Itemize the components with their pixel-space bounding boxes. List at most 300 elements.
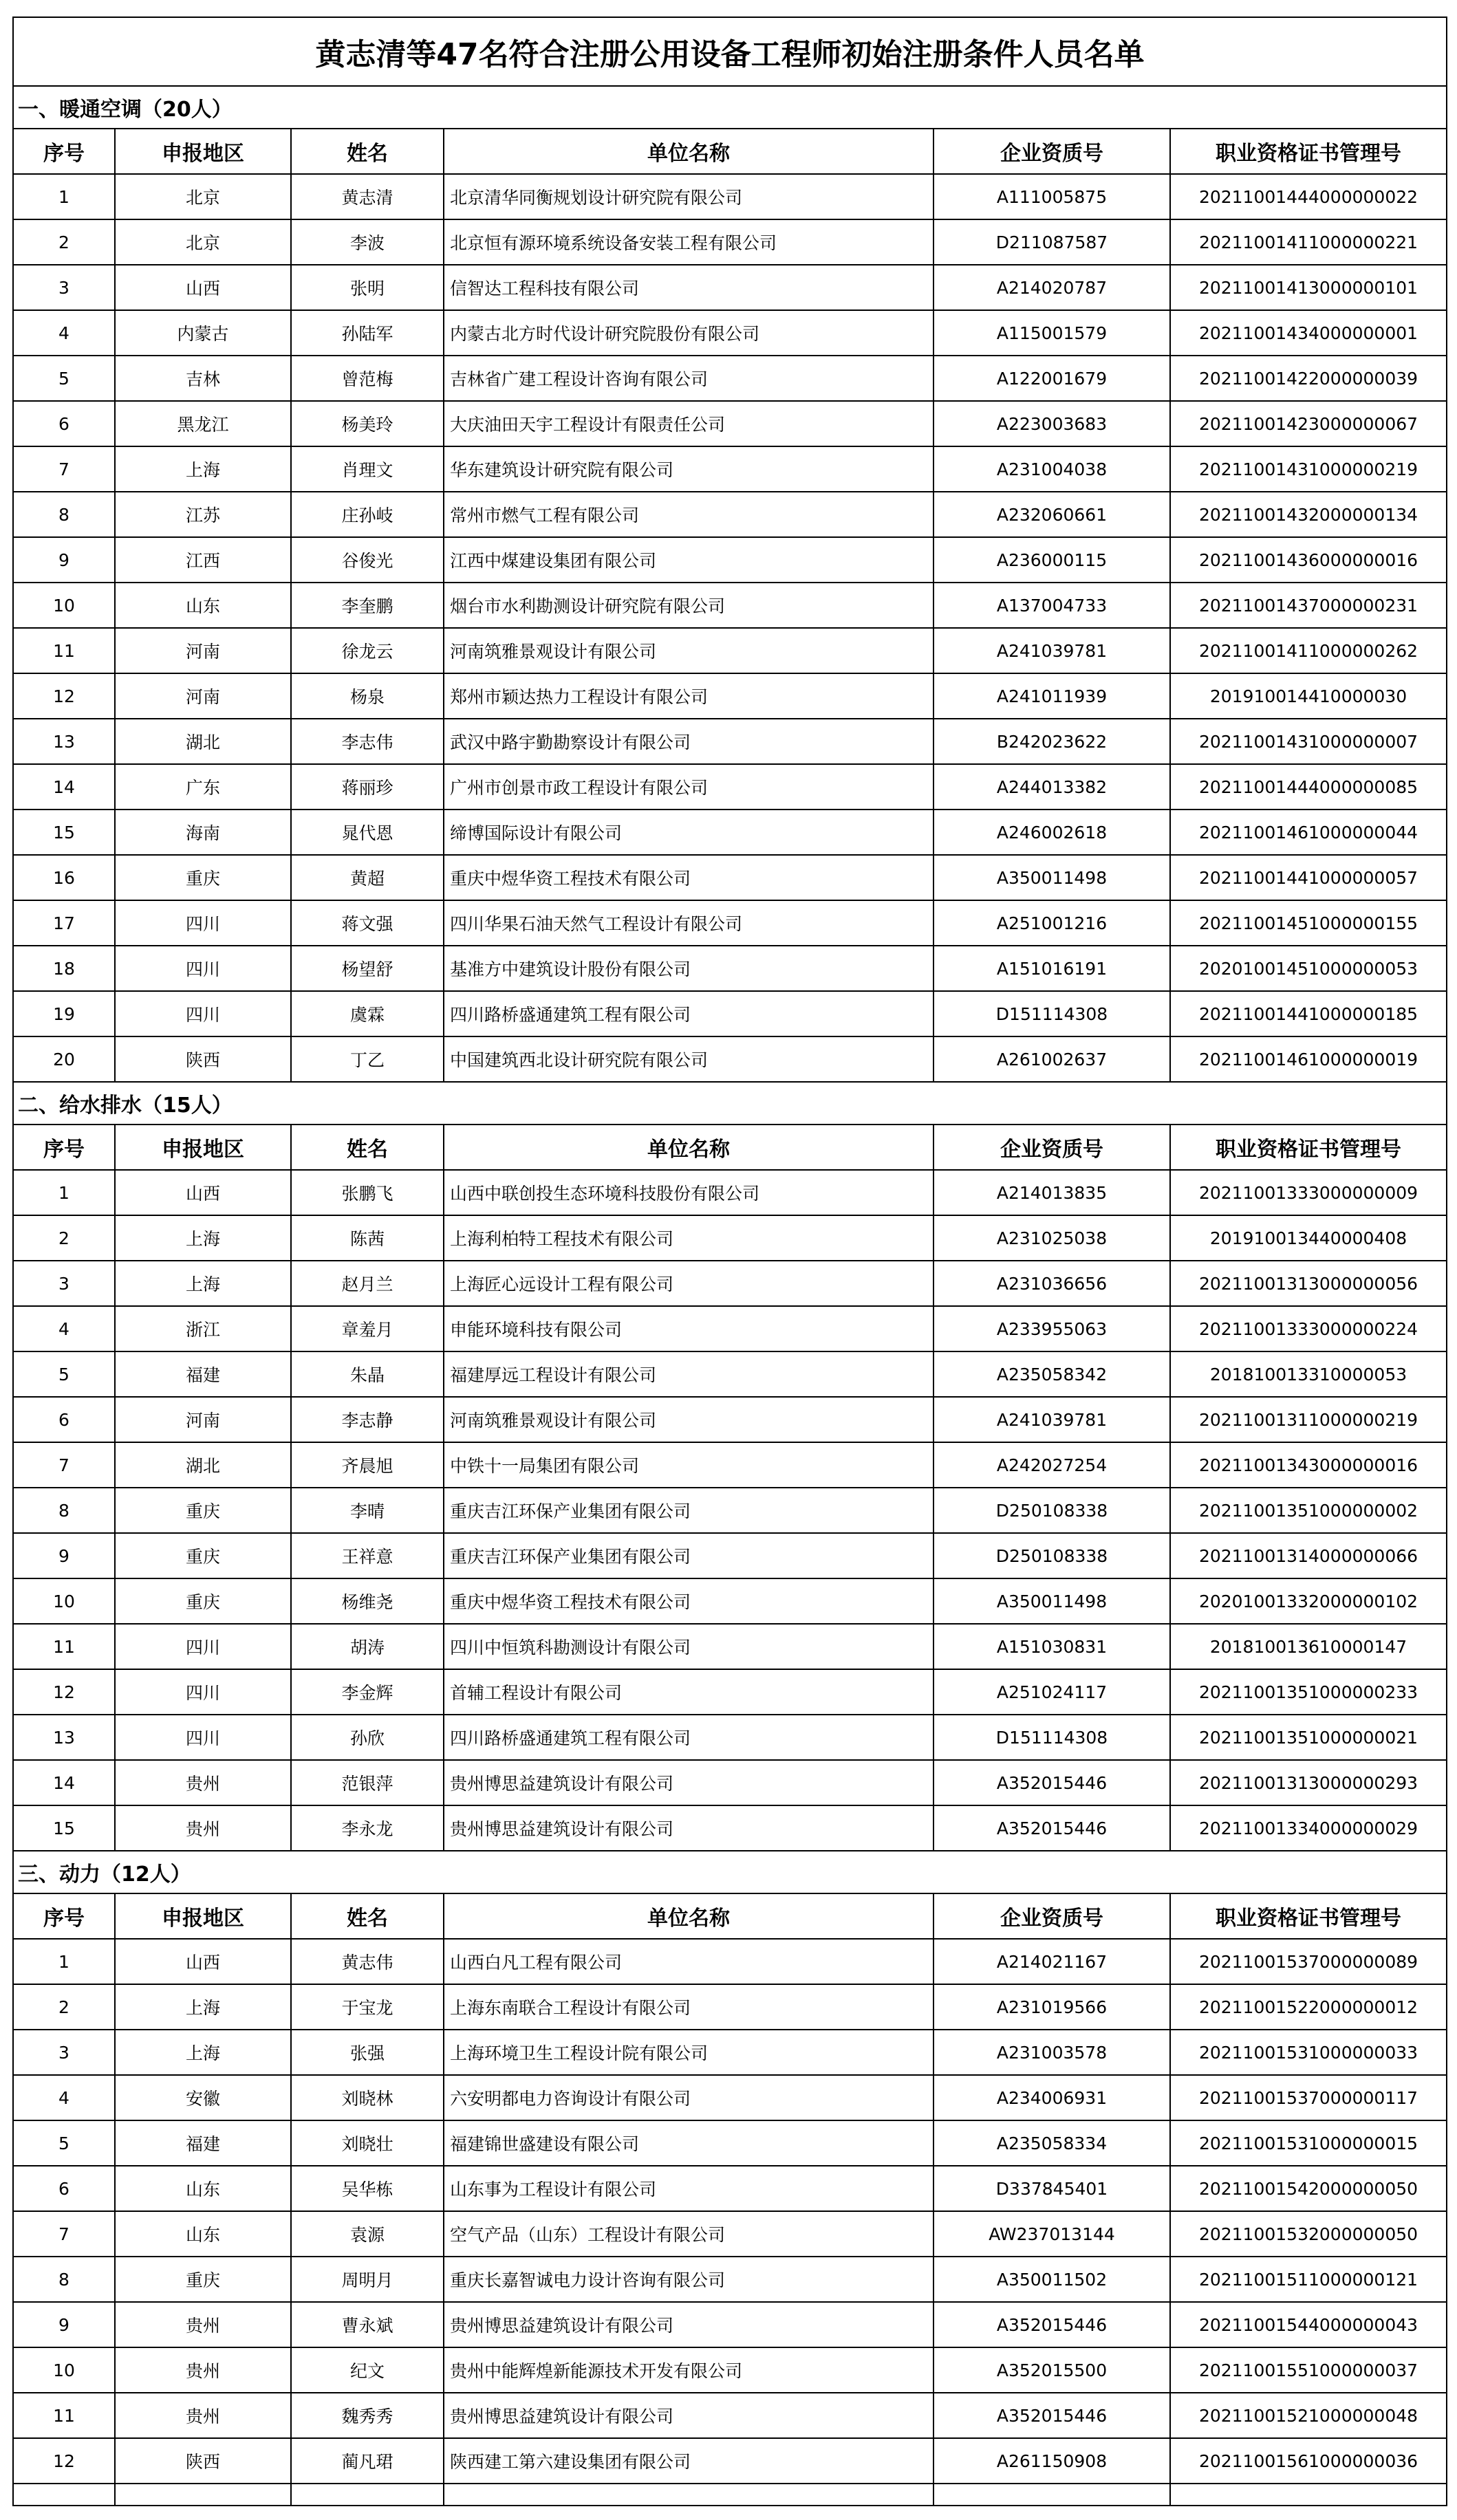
certificate-cell: 20211001511000000121 [1170, 2257, 1447, 2302]
certificate-cell: 20211001434000000001 [1170, 310, 1447, 356]
unit-cell: 陕西建工第六建设集团有限公司 [444, 2438, 933, 2484]
name-cell: 李金辉 [291, 1669, 444, 1715]
column-header: 企业资质号 [933, 1125, 1170, 1170]
unit-cell: 华东建筑设计研究院有限公司 [444, 446, 933, 492]
column-header: 序号 [13, 1125, 115, 1170]
qualification-cell: A244013382 [933, 764, 1170, 810]
table-row [13, 900, 1447, 946]
qualification-cell: D337845401 [933, 2166, 1170, 2211]
region-cell: 山西 [115, 1170, 291, 1215]
seq-cell: 3 [13, 265, 115, 310]
table-row [13, 855, 1447, 900]
blank-cell [291, 2484, 444, 2506]
region-cell: 重庆 [115, 855, 291, 900]
name-cell: 刘晓壮 [291, 2120, 444, 2166]
qualification-cell: A122001679 [933, 356, 1170, 401]
qualification-cell: A233955063 [933, 1306, 1170, 1351]
certificate-cell: 201910013440000408 [1170, 1215, 1447, 1261]
region-cell: 北京 [115, 174, 291, 219]
name-cell: 赵月兰 [291, 1261, 444, 1306]
certificate-cell: 20211001413000000101 [1170, 265, 1447, 310]
seq-cell: 5 [13, 2120, 115, 2166]
seq-cell: 3 [13, 2030, 115, 2075]
region-cell: 上海 [115, 1261, 291, 1306]
table-row [13, 2393, 1447, 2438]
table-row [13, 446, 1447, 492]
seq-cell: 7 [13, 1442, 115, 1488]
seq-cell: 2 [13, 219, 115, 265]
name-cell: 徐龙云 [291, 628, 444, 673]
seq-cell: 10 [13, 583, 115, 628]
qualification-cell: D211087587 [933, 219, 1170, 265]
certificate-cell: 20211001441000000057 [1170, 855, 1447, 900]
name-cell: 黄志伟 [291, 1939, 444, 1984]
region-cell: 北京 [115, 219, 291, 265]
name-cell: 黄超 [291, 855, 444, 900]
unit-cell: 北京清华同衡规划设计研究院有限公司 [444, 174, 933, 219]
region-cell: 贵州 [115, 2393, 291, 2438]
name-cell: 蒋丽珍 [291, 764, 444, 810]
certificate-cell: 20211001314000000066 [1170, 1533, 1447, 1578]
seq-cell: 15 [13, 810, 115, 855]
name-cell: 虞霖 [291, 991, 444, 1036]
region-cell: 山东 [115, 2166, 291, 2211]
seq-cell: 8 [13, 492, 115, 537]
section-title: 一、暖通空调（20人） [13, 86, 1447, 129]
table-row [13, 401, 1447, 446]
unit-cell: 贵州博思益建筑设计有限公司 [444, 1805, 933, 1851]
qualification-cell: A231019566 [933, 1984, 1170, 2030]
name-cell: 范银萍 [291, 1760, 444, 1805]
unit-cell: 中铁十一局集团有限公司 [444, 1442, 933, 1488]
table-row [13, 2211, 1447, 2257]
roster-table [12, 17, 1447, 2506]
name-cell: 杨望舒 [291, 946, 444, 991]
unit-cell: 贵州博思益建筑设计有限公司 [444, 2302, 933, 2347]
qualification-cell: A241039781 [933, 1397, 1170, 1442]
column-header: 单位名称 [444, 129, 933, 174]
region-cell: 福建 [115, 1351, 291, 1397]
qualification-cell: A251001216 [933, 900, 1170, 946]
certificate-cell: 20201001332000000102 [1170, 1578, 1447, 1624]
certificate-cell: 20211001351000000021 [1170, 1715, 1447, 1760]
region-cell: 四川 [115, 1715, 291, 1760]
qualification-cell: A235058342 [933, 1351, 1170, 1397]
name-cell: 李志静 [291, 1397, 444, 1442]
certificate-cell: 20211001436000000016 [1170, 537, 1447, 583]
table-row [13, 2120, 1447, 2166]
seq-cell: 2 [13, 1215, 115, 1261]
seq-cell: 6 [13, 2166, 115, 2211]
unit-cell: 福建厚远工程设计有限公司 [444, 1351, 933, 1397]
header-row [13, 1125, 1447, 1170]
blank-row [13, 2484, 1447, 2506]
unit-cell: 大庆油田天宇工程设计有限责任公司 [444, 401, 933, 446]
seq-cell: 10 [13, 2347, 115, 2393]
unit-cell: 贵州博思益建筑设计有限公司 [444, 1760, 933, 1805]
table-row [13, 673, 1447, 719]
seq-cell: 11 [13, 1624, 115, 1669]
table-row [13, 1488, 1447, 1533]
region-cell: 四川 [115, 946, 291, 991]
qualification-cell: A242027254 [933, 1442, 1170, 1488]
certificate-cell: 20211001444000000085 [1170, 764, 1447, 810]
region-cell: 浙江 [115, 1306, 291, 1351]
certificate-cell: 20211001343000000016 [1170, 1442, 1447, 1488]
qualification-cell: A350011498 [933, 1578, 1170, 1624]
seq-cell: 12 [13, 673, 115, 719]
seq-cell: 9 [13, 2302, 115, 2347]
table-row [13, 1760, 1447, 1805]
name-cell: 陈茜 [291, 1215, 444, 1261]
column-header: 单位名称 [444, 1893, 933, 1939]
unit-cell: 申能环境科技有限公司 [444, 1306, 933, 1351]
name-cell: 吴华栋 [291, 2166, 444, 2211]
unit-cell: 山西白凡工程有限公司 [444, 1939, 933, 1984]
region-cell: 广东 [115, 764, 291, 810]
table-row [13, 2166, 1447, 2211]
region-cell: 四川 [115, 900, 291, 946]
certificate-cell: 20211001551000000037 [1170, 2347, 1447, 2393]
name-cell: 黄志清 [291, 174, 444, 219]
name-cell: 袁源 [291, 2211, 444, 2257]
qualification-cell: A151016191 [933, 946, 1170, 991]
name-cell: 李永龙 [291, 1805, 444, 1851]
certificate-cell: 201810013610000147 [1170, 1624, 1447, 1669]
name-cell: 庄孙岐 [291, 492, 444, 537]
region-cell: 福建 [115, 2120, 291, 2166]
seq-cell: 17 [13, 900, 115, 946]
unit-cell: 北京恒有源环境系统设备安装工程有限公司 [444, 219, 933, 265]
unit-cell: 山东事为工程设计有限公司 [444, 2166, 933, 2211]
column-header: 序号 [13, 1893, 115, 1939]
region-cell: 山东 [115, 583, 291, 628]
region-cell: 湖北 [115, 1442, 291, 1488]
name-cell: 李志伟 [291, 719, 444, 764]
table-row [13, 265, 1447, 310]
certificate-cell: 20211001422000000039 [1170, 356, 1447, 401]
unit-cell: 四川路桥盛通建筑工程有限公司 [444, 1715, 933, 1760]
region-cell: 山东 [115, 2211, 291, 2257]
unit-cell: 四川华果石油天然气工程设计有限公司 [444, 900, 933, 946]
name-cell: 张强 [291, 2030, 444, 2075]
name-cell: 谷俊光 [291, 537, 444, 583]
table-row [13, 764, 1447, 810]
section-title: 三、动力（12人） [13, 1851, 1447, 1893]
seq-cell: 14 [13, 1760, 115, 1805]
region-cell: 贵州 [115, 2347, 291, 2393]
qualification-cell: A115001579 [933, 310, 1170, 356]
table-row [13, 1669, 1447, 1715]
seq-cell: 19 [13, 991, 115, 1036]
seq-cell: 7 [13, 2211, 115, 2257]
table-row [13, 174, 1447, 219]
region-cell: 江苏 [115, 492, 291, 537]
unit-cell: 重庆中煜华资工程技术有限公司 [444, 855, 933, 900]
certificate-cell: 20211001334000000029 [1170, 1805, 1447, 1851]
seq-cell: 5 [13, 1351, 115, 1397]
table-row [13, 2438, 1447, 2484]
table-row [13, 1984, 1447, 2030]
unit-cell: 烟台市水利勘测设计研究院有限公司 [444, 583, 933, 628]
table-row [13, 628, 1447, 673]
qualification-cell: D250108338 [933, 1488, 1170, 1533]
unit-cell: 福建锦世盛建设有限公司 [444, 2120, 933, 2166]
qualification-cell: A111005875 [933, 174, 1170, 219]
region-cell: 陕西 [115, 2438, 291, 2484]
table-row [13, 1306, 1447, 1351]
header-row [13, 129, 1447, 174]
region-cell: 重庆 [115, 1578, 291, 1624]
certificate-cell: 20211001313000000293 [1170, 1760, 1447, 1805]
qualification-cell: A232060661 [933, 492, 1170, 537]
name-cell: 杨美玲 [291, 401, 444, 446]
unit-cell: 江西中煤建设集团有限公司 [444, 537, 933, 583]
certificate-cell: 20211001542000000050 [1170, 2166, 1447, 2211]
column-header: 企业资质号 [933, 1893, 1170, 1939]
seq-cell: 6 [13, 401, 115, 446]
blank-cell [13, 2484, 115, 2506]
certificate-cell: 20211001351000000233 [1170, 1669, 1447, 1715]
header-row [13, 1893, 1447, 1939]
region-cell: 上海 [115, 1215, 291, 1261]
qualification-cell: A246002618 [933, 810, 1170, 855]
seq-cell: 14 [13, 764, 115, 810]
table-row [13, 1261, 1447, 1306]
unit-cell: 信智达工程科技有限公司 [444, 265, 933, 310]
table-row [13, 537, 1447, 583]
qualification-cell: AW237013144 [933, 2211, 1170, 2257]
certificate-cell: 20211001531000000033 [1170, 2030, 1447, 2075]
column-header: 姓名 [291, 1125, 444, 1170]
seq-cell: 11 [13, 2393, 115, 2438]
seq-cell: 18 [13, 946, 115, 991]
certificate-cell: 20211001537000000117 [1170, 2075, 1447, 2120]
seq-cell: 8 [13, 2257, 115, 2302]
certificate-cell: 20211001437000000231 [1170, 583, 1447, 628]
region-cell: 吉林 [115, 356, 291, 401]
qualification-cell: A251024117 [933, 1669, 1170, 1715]
seq-cell: 13 [13, 719, 115, 764]
unit-cell: 重庆中煜华资工程技术有限公司 [444, 1578, 933, 1624]
roster-body [13, 17, 1447, 2506]
table-row [13, 2257, 1447, 2302]
seq-cell: 3 [13, 1261, 115, 1306]
qualification-cell: A236000115 [933, 537, 1170, 583]
unit-cell: 上海环境卫生工程设计院有限公司 [444, 2030, 933, 2075]
name-cell: 晁代恩 [291, 810, 444, 855]
table-row [13, 1715, 1447, 1760]
name-cell: 魏秀秀 [291, 2393, 444, 2438]
qualification-cell: A352015500 [933, 2347, 1170, 2393]
name-cell: 胡涛 [291, 1624, 444, 1669]
name-cell: 章羞月 [291, 1306, 444, 1351]
table-row [13, 810, 1447, 855]
region-cell: 陕西 [115, 1036, 291, 1082]
qualification-cell: A234006931 [933, 2075, 1170, 2120]
qualification-cell: A261002637 [933, 1036, 1170, 1082]
region-cell: 河南 [115, 673, 291, 719]
unit-cell: 贵州中能辉煌新能源技术开发有限公司 [444, 2347, 933, 2393]
seq-cell: 11 [13, 628, 115, 673]
seq-cell: 4 [13, 310, 115, 356]
region-cell: 贵州 [115, 2302, 291, 2347]
certificate-cell: 20211001441000000185 [1170, 991, 1447, 1036]
blank-cell [933, 2484, 1170, 2506]
region-cell: 湖北 [115, 719, 291, 764]
name-cell: 纪文 [291, 2347, 444, 2393]
certificate-cell: 20211001333000000009 [1170, 1170, 1447, 1215]
unit-cell: 山西中联创投生态环境科技股份有限公司 [444, 1170, 933, 1215]
qualification-cell: A352015446 [933, 1760, 1170, 1805]
table-row [13, 1939, 1447, 1984]
qualification-cell: A151030831 [933, 1624, 1170, 1669]
column-header: 职业资格证书管理号 [1170, 129, 1447, 174]
table-row [13, 1351, 1447, 1397]
seq-cell: 5 [13, 356, 115, 401]
certificate-cell: 20211001461000000044 [1170, 810, 1447, 855]
unit-cell: 上海利柏特工程技术有限公司 [444, 1215, 933, 1261]
name-cell: 张明 [291, 265, 444, 310]
region-cell: 黑龙江 [115, 401, 291, 446]
region-cell: 重庆 [115, 1488, 291, 1533]
name-cell: 李波 [291, 219, 444, 265]
certificate-cell: 20211001311000000219 [1170, 1397, 1447, 1442]
certificate-cell: 20211001431000000219 [1170, 446, 1447, 492]
table-row [13, 1036, 1447, 1082]
unit-cell: 吉林省广建工程设计咨询有限公司 [444, 356, 933, 401]
unit-cell: 郑州市颖达热力工程设计有限公司 [444, 673, 933, 719]
seq-cell: 9 [13, 537, 115, 583]
unit-cell: 四川中恒筑科勘测设计有限公司 [444, 1624, 933, 1669]
table-row [13, 1170, 1447, 1215]
qualification-cell: A137004733 [933, 583, 1170, 628]
certificate-cell: 20211001532000000050 [1170, 2211, 1447, 2257]
qualification-cell: A261150908 [933, 2438, 1170, 2484]
certificate-cell: 20211001432000000134 [1170, 492, 1447, 537]
column-header: 申报地区 [115, 129, 291, 174]
certificate-cell: 20211001521000000048 [1170, 2393, 1447, 2438]
column-header: 序号 [13, 129, 115, 174]
qualification-cell: A214013835 [933, 1170, 1170, 1215]
seq-cell: 4 [13, 1306, 115, 1351]
seq-cell: 7 [13, 446, 115, 492]
seq-cell: 20 [13, 1036, 115, 1082]
unit-cell: 中国建筑西北设计研究院有限公司 [444, 1036, 933, 1082]
name-cell: 刘晓林 [291, 2075, 444, 2120]
table-row [13, 946, 1447, 991]
qualification-cell: A231025038 [933, 1215, 1170, 1261]
qualification-cell: A241039781 [933, 628, 1170, 673]
certificate-cell: 20211001461000000019 [1170, 1036, 1447, 1082]
region-cell: 山西 [115, 265, 291, 310]
unit-cell: 空气产品（山东）工程设计有限公司 [444, 2211, 933, 2257]
blank-cell [115, 2484, 291, 2506]
region-cell: 重庆 [115, 1533, 291, 1578]
certificate-cell: 20211001423000000067 [1170, 401, 1447, 446]
certificate-cell: 20211001522000000012 [1170, 1984, 1447, 2030]
table-row [13, 356, 1447, 401]
qualification-cell: A352015446 [933, 1805, 1170, 1851]
region-cell: 海南 [115, 810, 291, 855]
seq-cell: 15 [13, 1805, 115, 1851]
region-cell: 上海 [115, 2030, 291, 2075]
seq-cell: 9 [13, 1533, 115, 1578]
region-cell: 上海 [115, 1984, 291, 2030]
column-header: 职业资格证书管理号 [1170, 1893, 1447, 1939]
unit-cell: 缔博国际设计有限公司 [444, 810, 933, 855]
certificate-cell: 201810013310000053 [1170, 1351, 1447, 1397]
name-cell: 蔺凡珺 [291, 2438, 444, 2484]
qualification-cell: A352015446 [933, 2393, 1170, 2438]
region-cell: 上海 [115, 446, 291, 492]
name-cell: 李晴 [291, 1488, 444, 1533]
name-cell: 王祥意 [291, 1533, 444, 1578]
unit-cell: 六安明都电力咨询设计有限公司 [444, 2075, 933, 2120]
region-cell: 贵州 [115, 1760, 291, 1805]
unit-cell: 常州市燃气工程有限公司 [444, 492, 933, 537]
table-row [13, 1397, 1447, 1442]
unit-cell: 武汉中路宇勤勘察设计有限公司 [444, 719, 933, 764]
name-cell: 于宝龙 [291, 1984, 444, 2030]
qualification-cell: A231036656 [933, 1261, 1170, 1306]
unit-cell: 广州市创景市政工程设计有限公司 [444, 764, 933, 810]
unit-cell: 重庆长嘉智诚电力设计咨询有限公司 [444, 2257, 933, 2302]
table-row [13, 2302, 1447, 2347]
name-cell: 孙欣 [291, 1715, 444, 1760]
section-title: 二、给水排水（15人） [13, 1082, 1447, 1125]
table-row [13, 2075, 1447, 2120]
qualification-cell: D151114308 [933, 991, 1170, 1036]
seq-cell: 8 [13, 1488, 115, 1533]
certificate-cell: 20211001531000000015 [1170, 2120, 1447, 2166]
name-cell: 齐晨旭 [291, 1442, 444, 1488]
document [12, 17, 1446, 2506]
name-cell: 周明月 [291, 2257, 444, 2302]
certificate-cell: 20211001561000000036 [1170, 2438, 1447, 2484]
seq-cell: 1 [13, 174, 115, 219]
name-cell: 李奎鹏 [291, 583, 444, 628]
certificate-cell: 20211001444000000022 [1170, 174, 1447, 219]
certificate-cell: 20211001313000000056 [1170, 1261, 1447, 1306]
seq-cell: 12 [13, 1669, 115, 1715]
region-cell: 贵州 [115, 1805, 291, 1851]
title-row [13, 17, 1447, 86]
table-row [13, 719, 1447, 764]
certificate-cell: 20201001451000000053 [1170, 946, 1447, 991]
qualification-cell: A352015446 [933, 2302, 1170, 2347]
qualification-cell: D250108338 [933, 1533, 1170, 1578]
qualification-cell: A223003683 [933, 401, 1170, 446]
column-header: 姓名 [291, 129, 444, 174]
seq-cell: 10 [13, 1578, 115, 1624]
table-row [13, 310, 1447, 356]
certificate-cell: 20211001537000000089 [1170, 1939, 1447, 1984]
name-cell: 肖理文 [291, 446, 444, 492]
table-row [13, 2030, 1447, 2075]
table-row [13, 219, 1447, 265]
name-cell: 朱晶 [291, 1351, 444, 1397]
seq-cell: 12 [13, 2438, 115, 2484]
unit-cell: 贵州博思益建筑设计有限公司 [444, 2393, 933, 2438]
qualification-cell: A231003578 [933, 2030, 1170, 2075]
unit-cell: 重庆吉江环保产业集团有限公司 [444, 1488, 933, 1533]
seq-cell: 16 [13, 855, 115, 900]
certificate-cell: 201910014410000030 [1170, 673, 1447, 719]
certificate-cell: 20211001451000000155 [1170, 900, 1447, 946]
column-header: 企业资质号 [933, 129, 1170, 174]
blank-cell [444, 2484, 933, 2506]
